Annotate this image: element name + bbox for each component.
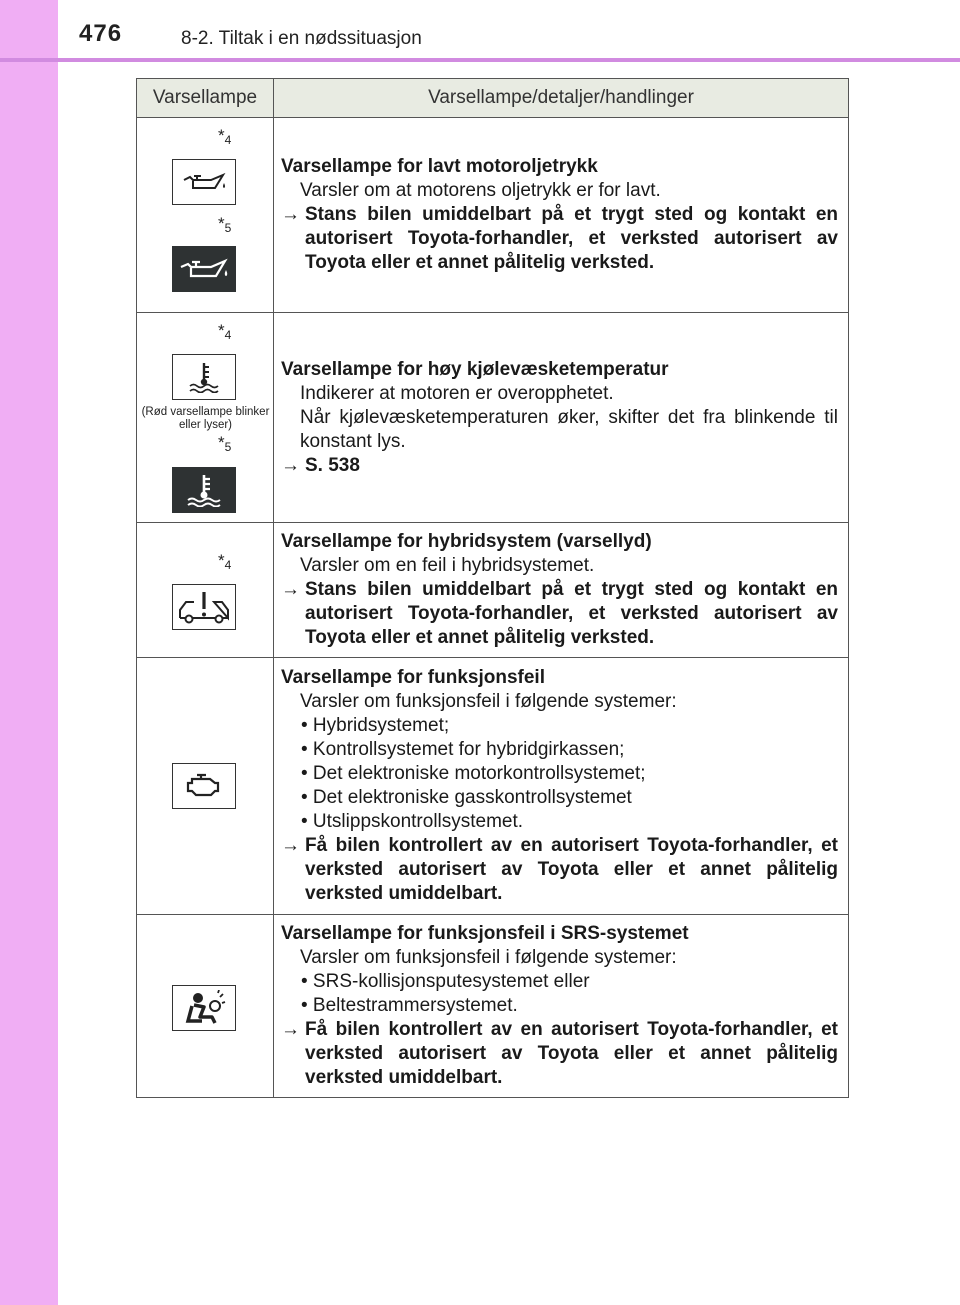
list-item: • Utslippskontrollsystemet. (301, 811, 524, 832)
coolant-temperature-icon (172, 467, 236, 513)
red-lamp-note: (Rød varsellampe blinker eller lyser) (141, 406, 270, 431)
lamp-description: Varsler om funksjonsfeil i følgende systemer: (300, 947, 677, 968)
footnote-marker: $*_5$ (218, 433, 232, 454)
lamp-cell (137, 118, 274, 313)
arrow-icon: → (281, 204, 300, 225)
side-tab-corner (0, 0, 58, 58)
list-item: • Beltestrammersystemet. (301, 995, 518, 1016)
table-row (137, 915, 849, 1098)
warning-light-table (136, 78, 849, 1098)
engine-check-icon (172, 763, 236, 809)
table-row (137, 658, 849, 915)
lamp-title: Varsellampe for hybridsystem (varsellyd) (281, 531, 652, 552)
table-row (137, 118, 849, 313)
arrow-icon: → (281, 1019, 300, 1040)
footnote-marker: $*_4$ (218, 321, 232, 342)
list-item: • Kontrollsystemet for hybridgirkassen; (301, 739, 625, 760)
lamp-action: → Stans bilen umiddelbart på et trygt sted og kontakt en autorisert Toyota-forhandler, et verksted autorisert av Toyota eller et annet pålitelig verksted. (281, 204, 838, 273)
lamp-action: → S. 538 (281, 454, 360, 476)
lamp-description: Når kjølevæsketemperaturen øker, skifter det fra blinkende til konstant lys. (300, 406, 838, 452)
lamp-cell (137, 523, 274, 658)
lamp-action: → Få bilen kontrollert av en autorisert Toyota-forhandler, et verksted autorisert av Toyota eller et annet pålitelig verksted umiddelbart. (281, 1019, 838, 1088)
page-number: 476 (79, 20, 123, 47)
oil-can-icon (172, 159, 236, 205)
details-cell (274, 915, 849, 1098)
column-header-lamp: Varsellampe (137, 79, 274, 118)
details-cell (274, 118, 849, 313)
lamp-cell (137, 915, 274, 1098)
arrow-icon: → (281, 835, 300, 856)
header-rule (0, 58, 960, 62)
lamp-title: Varsellampe for funksjonsfeil (281, 667, 545, 688)
list-item: • SRS-kollisjonsputesystemet eller (301, 971, 590, 992)
lamp-description: Varsler om funksjonsfeil i følgende systemer: (300, 691, 677, 712)
lamp-description: Indikerer at motoren er overopphetet. (300, 382, 614, 404)
side-tab-band (0, 0, 58, 1305)
coolant-temperature-icon (172, 354, 236, 400)
page-header (0, 0, 960, 58)
lamp-cell (137, 658, 274, 915)
details-cell (274, 313, 849, 523)
table-row (137, 523, 849, 658)
lamp-description: Varsler om en feil i hybridsystemet. (300, 555, 595, 576)
oil-can-icon (172, 246, 236, 292)
hybrid-system-warning-icon (172, 584, 236, 630)
lamp-title: Varsellampe for lavt motoroljetrykk (281, 156, 598, 177)
footnote-marker: $*_4$ (218, 551, 232, 572)
table-header-row (137, 79, 849, 118)
lamp-description: Varsler om at motorens oljetrykk er for lavt. (300, 180, 661, 201)
list-item: • Det elektroniske motorkontrollsystemet; (301, 763, 646, 784)
table-row (137, 313, 849, 523)
arrow-icon: → (281, 579, 300, 600)
column-header-details: Varsellampe/detaljer/handlinger (274, 79, 849, 118)
lamp-title: Varsellampe for funksjonsfeil i SRS-systemet (281, 923, 689, 944)
details-cell (274, 658, 849, 915)
lamp-cell (137, 313, 274, 523)
lamp-title: Varsellampe for høy kjølevæsketemperatur (281, 358, 669, 380)
arrow-icon: → (281, 454, 300, 476)
list-item: • Det elektroniske gasskontrollsystemet (301, 787, 632, 808)
list-item: • Hybridsystemet; (301, 715, 450, 736)
footnote-marker: $*_5$ (218, 214, 232, 235)
details-cell (274, 523, 849, 658)
lamp-action: → Få bilen kontrollert av en autorisert Toyota-forhandler, et verksted autorisert av Toyota eller et annet pålitelig verksted umiddelbart. (281, 835, 838, 904)
airbag-srs-icon (172, 985, 236, 1031)
section-title: 8-2. Tiltak i en nødssituasjon (181, 28, 422, 49)
footnote-marker: $*_4$ (218, 126, 232, 147)
lamp-action: → Stans bilen umiddelbart på et trygt sted og kontakt en autorisert Toyota-forhandler, et verksted autorisert av Toyota eller et annet pålitelig verksted. (281, 579, 838, 648)
